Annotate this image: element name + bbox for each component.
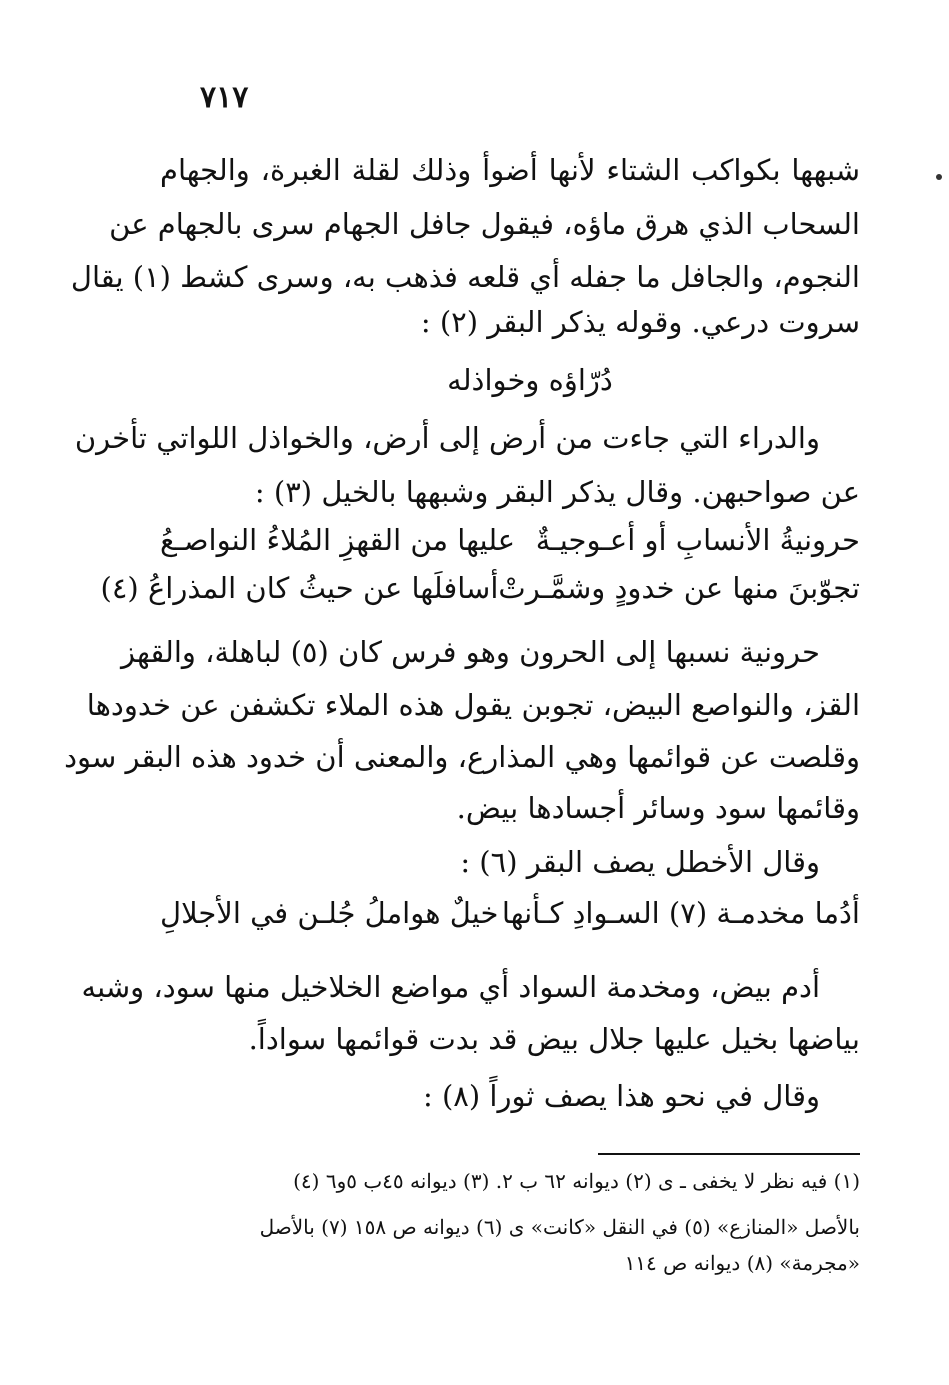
text-line: وقائمها سود وسائر أجسادها بيض.	[456, 791, 860, 825]
hemistich-first: تجوّبنَ منها عن خدودٍ وشمَّـرتْ	[498, 571, 860, 605]
text-line: بياضها بخيل عليها جلال بيض قد بدت قوائمها سواداً.	[248, 1022, 860, 1056]
hemistich-second: عليها من القهزِ المُلاءُ النواصـعُ	[160, 523, 516, 557]
verse-heading: دُرّاؤه وخواذله	[447, 363, 613, 397]
text-line: شبهها بكواكب الشتاء لأنها أضوأ وذلك لقلة الغبرة، والجهام	[160, 153, 860, 187]
scan-speck	[936, 174, 942, 180]
hemistich-first: أدُما مخدمـة (٧) السـوادِ كـأنها	[501, 896, 860, 930]
text-line: سروت درعي. وقوله يذكر البقر (٢) :	[420, 305, 860, 339]
text-line: وقلصت عن قوائمها وهي المذارع، والمعنى أن خدود هذه البقر سود	[64, 740, 860, 774]
verse-line	[100, 568, 860, 610]
hemistich-first: حرونيةُ الأنسابِ أو أعـوجيـةٌ	[535, 523, 860, 557]
text-line: السحاب الذي هرق ماؤه، فيقول جافل الجهام سرى بالجهام عن	[109, 207, 860, 241]
hemistich-second: خيلٌ هواملُ جُلـن في الأجلالِ	[160, 896, 499, 930]
text-line: والدراء التي جاءت من أرض إلى أرض، والخواذل اللواتي تأخرن	[74, 421, 820, 455]
text-line: عن صواحبهن. وقال يذكر البقر وشبهها بالخيل (٣) :	[254, 475, 860, 509]
verse-introduction: وقال في نحو هذا يصف ثوراً (٨) :	[422, 1079, 820, 1113]
text-line: حرونية نسبها إلى الحرون وهو فرس كان (٥) لباهلة، والقهز	[120, 635, 820, 669]
footnote-line: (١) فيه نظر لا يخفى ـ ى (٢) ديوانه ٦٢ ب ٢. (٣) ديوانه ٤٥ب ٥و٦ (٤)	[293, 1169, 860, 1193]
text-line: القز، والنواصع البيض، تجوبن يقول هذه الملاء تكشفن عن خدودها	[86, 688, 860, 722]
page-number: ٧١٧	[200, 80, 249, 115]
text-line: أدم بيض، ومخدمة السواد أي مواضع الخلاخيل منها سود، وشبه	[81, 970, 820, 1004]
text-line: النجوم، والجافل ما جفله أي قلعه فذهب به، وسرى كشط (١) يقال	[70, 260, 860, 294]
poem-verse-2	[160, 893, 860, 935]
verse-line	[160, 520, 860, 562]
hemistich-second: أسافلَها عن حيثُ كان المذراعُ (٤)	[100, 571, 499, 605]
verse-introduction: وقال الأخطل يصف البقر (٦) :	[460, 845, 820, 879]
footnote-line: «مجرمة» (٨) ديوانه ص ١١٤	[624, 1251, 860, 1275]
footnote-line: بالأصل «المنازع» (٥) في النقل «كانت» ى (٦) ديوانه ص ١٥٨ (٧) بالأصل	[259, 1215, 860, 1239]
footnote-divider	[598, 1153, 860, 1155]
